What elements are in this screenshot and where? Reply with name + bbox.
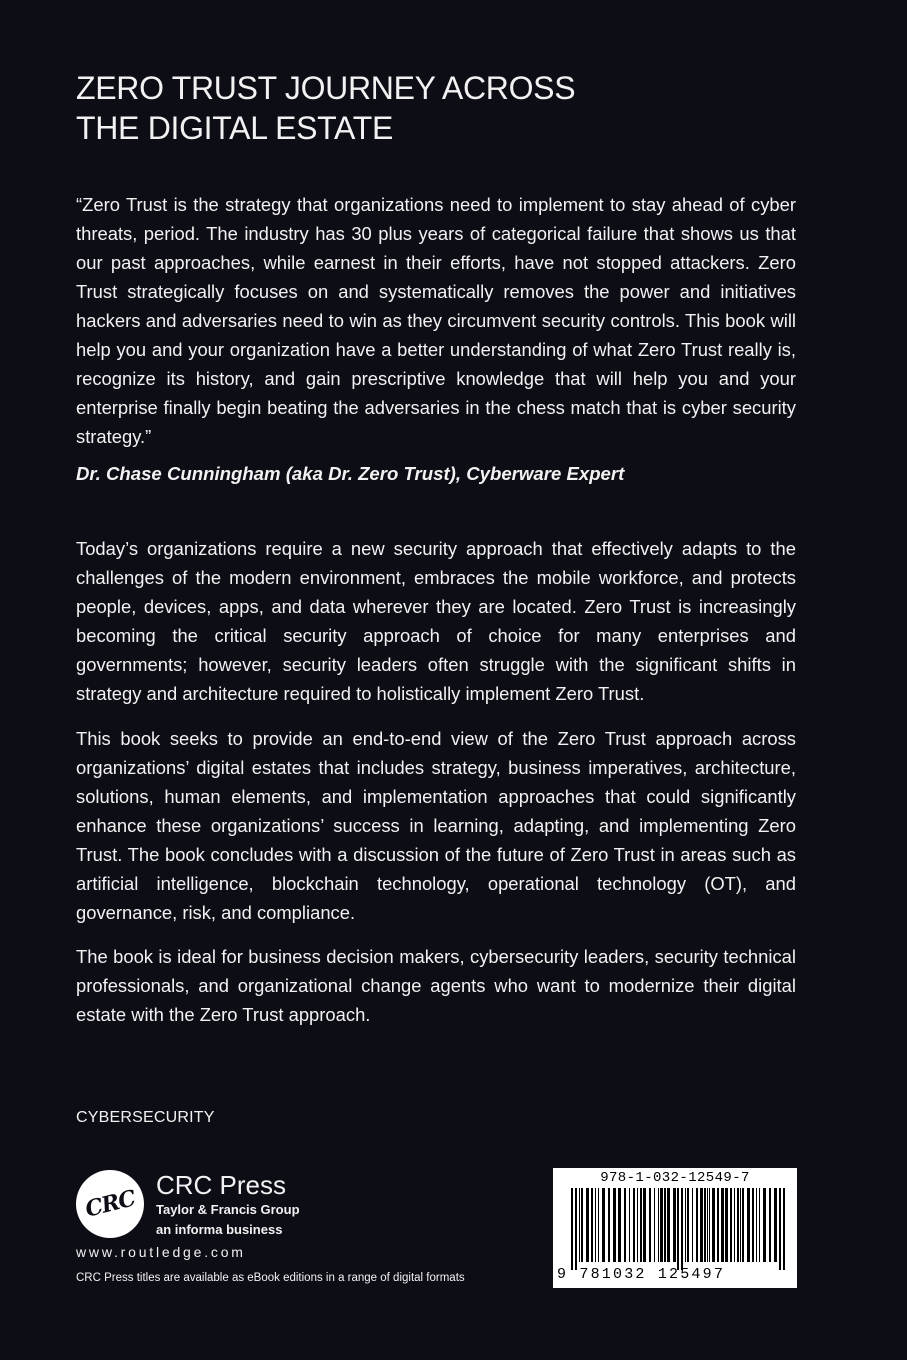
barcode-bar xyxy=(667,1188,670,1262)
barcode-bar xyxy=(643,1188,646,1262)
publisher-group: Taylor & Francis Group xyxy=(156,1202,300,1217)
barcode-bar xyxy=(664,1188,666,1262)
book-title xyxy=(76,68,836,148)
barcode-bar xyxy=(654,1188,655,1262)
barcode-bar xyxy=(624,1188,626,1262)
isbn-barcode xyxy=(553,1168,797,1288)
barcode-bar xyxy=(734,1188,735,1262)
publisher-block xyxy=(76,1170,476,1290)
ebook-note: CRC Press titles are available as eBook editions in a range of digital formats xyxy=(76,1272,465,1284)
crc-logo-text: CRC xyxy=(82,1185,138,1223)
barcode-bar xyxy=(737,1188,739,1262)
publisher-website-link[interactable]: www.routledge.com xyxy=(76,1244,246,1260)
barcode-bar xyxy=(598,1188,599,1262)
barcode-guard-bar xyxy=(779,1188,781,1270)
description-paragraph-1: Today’s organizations require a new security approach that effectively adapts to the challenges of the modern environment, embraces the mobile workforce, and protects people, devices, apps, and data wherever they are located. Zero Trust is increasingly becoming the critical security approach of choice for many enterprises and governments; however, security leaders often struggle with the significant shifts in strategy and architecture required to holistically implement Zero Trust. xyxy=(76,538,796,704)
barcode-bar xyxy=(602,1188,605,1262)
barcode-bar xyxy=(640,1188,642,1262)
publisher-informa: an informa business xyxy=(156,1222,283,1237)
barcode-guard-bar xyxy=(575,1188,577,1270)
barcode-bar xyxy=(712,1188,715,1262)
crc-logo-icon xyxy=(76,1170,144,1238)
isbn-number: 978-1-032-12549-7 xyxy=(600,1170,750,1186)
subject-category: CYBERSECURITY xyxy=(76,1109,215,1126)
barcode-bar xyxy=(774,1188,777,1262)
book-title-line-1: ZERO TRUST JOURNEY ACROSS xyxy=(76,70,576,106)
barcode-bar xyxy=(687,1188,689,1262)
barcode-bar xyxy=(747,1188,750,1262)
barcode-bar xyxy=(700,1188,703,1262)
barcode-bar xyxy=(730,1188,732,1262)
barcode-bar xyxy=(637,1188,638,1262)
barcode-bar xyxy=(586,1188,589,1262)
barcode-bar xyxy=(707,1188,708,1262)
description-paragraph-2: This book seeks to provide an end-to-end view of the Zero Trust approach across organizations’ digital estates that includes strategy, business imperatives, architecture, solutions, human elements, and implementation approaches that could significantly enhance these organizations’ success in learning, adapting, and implementing Zero Trust. The book concludes with a discussion of the future of Zero Trust in areas such as artificial intelligence, blockchain technology, operational technology (OT), and governance, risk, and compliance. xyxy=(76,728,796,923)
barcode-bar xyxy=(685,1188,686,1262)
description-paragraph-3: The book is ideal for business decision makers, cybersecurity leaders, security technical professionals, and organizational change agents who want to modernize their digital estate with the Zero Trust approach. xyxy=(76,946,796,1025)
barcode-bar xyxy=(618,1188,621,1262)
barcode-bar xyxy=(696,1188,698,1262)
barcode-bar xyxy=(649,1188,651,1262)
barcode-guard-bar xyxy=(571,1188,573,1270)
quote-attribution: Dr. Chase Cunningham (aka Dr. Zero Trust), Cyberware Expert xyxy=(76,463,625,484)
barcode-bar xyxy=(608,1188,610,1262)
barcode-bar xyxy=(658,1188,659,1262)
barcode-guard-bar xyxy=(783,1188,785,1270)
barcode-bar xyxy=(752,1188,754,1262)
barcode-bar xyxy=(595,1188,596,1262)
barcode-bar xyxy=(704,1188,706,1262)
barcode-bar xyxy=(756,1188,757,1262)
barcode-bar xyxy=(709,1188,710,1262)
barcode-bar xyxy=(579,1188,580,1262)
book-title-line-2: THE DIGITAL ESTATE xyxy=(76,110,394,146)
barcode-bar xyxy=(769,1188,771,1262)
barcode-bar xyxy=(673,1188,676,1262)
barcode-bars-icon xyxy=(553,1188,797,1270)
barcode-guard-bar xyxy=(681,1188,683,1270)
barcode-bar xyxy=(763,1188,766,1262)
barcode-bar xyxy=(660,1188,663,1262)
barcode-bar xyxy=(721,1188,724,1262)
barcode-bar xyxy=(591,1188,593,1262)
barcode-guard-bar xyxy=(677,1188,679,1270)
barcode-bar xyxy=(581,1188,583,1262)
barcode-bar xyxy=(742,1188,744,1262)
barcode-digits: 9 781032 125497 xyxy=(557,1266,726,1283)
barcode-bar xyxy=(692,1188,693,1262)
barcode-bar xyxy=(717,1188,719,1262)
barcode-bar xyxy=(725,1188,728,1262)
endorsement-quote: “Zero Trust is the strategy that organizations need to implement to stay ahead of cyber threats, period. The industry has 30 plus years of categorical failure that shows us that our past approaches, while earnest in their efforts, have not stopped attackers. Zero Trust strategically focuses on and systematically removes the power and initiatives hackers and adversaries need to win as they circumvent security controls. This book will help you and your organization have a better understanding of what Zero Trust really is, recognize its history, and gain prescriptive knowledge that will help you and your enterprise finally begin beating the adversaries in the chess match that is cyber security strategy.” xyxy=(76,194,796,447)
barcode-bar xyxy=(759,1188,760,1262)
barcode-bar xyxy=(740,1188,741,1262)
barcode-bar xyxy=(633,1188,635,1262)
barcode-bar xyxy=(629,1188,630,1262)
barcode-bar xyxy=(613,1188,616,1262)
publisher-name: CRC Press xyxy=(156,1170,287,1200)
